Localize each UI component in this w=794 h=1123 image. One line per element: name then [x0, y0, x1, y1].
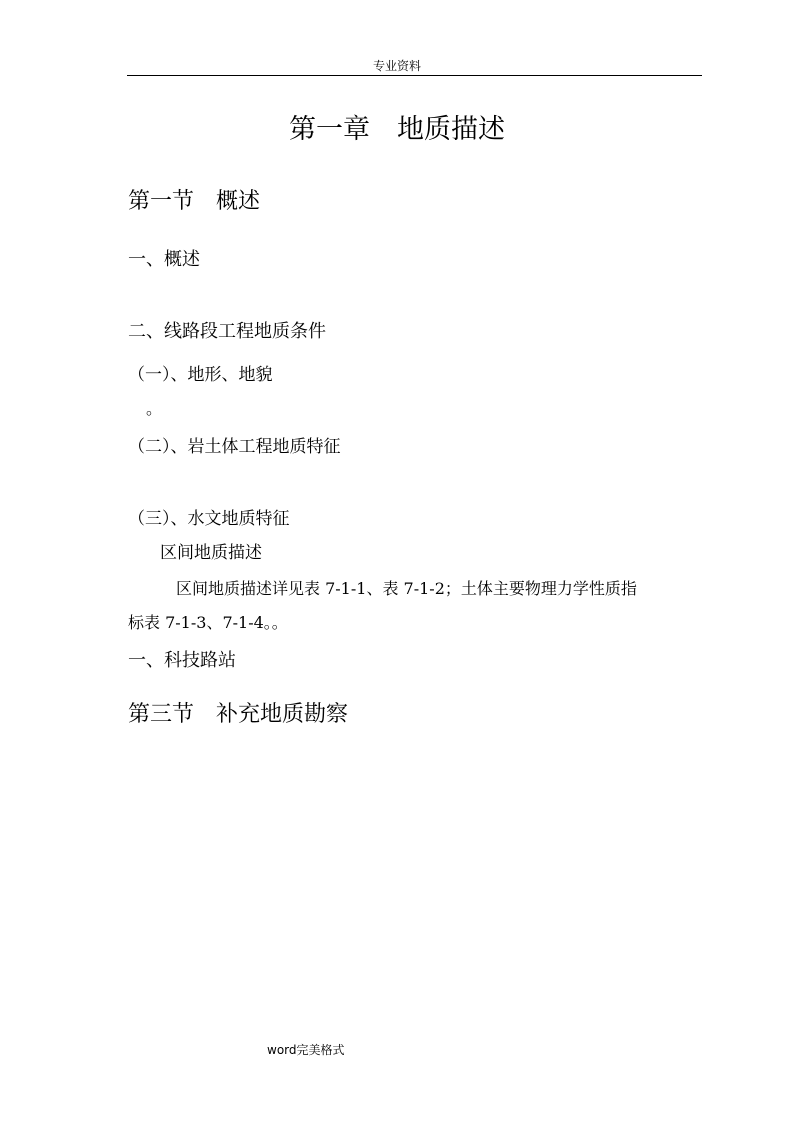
- heading-engineering-conditions: 二、线路段工程地质条件: [128, 321, 326, 342]
- subheading-terrain: （一）、地形、地貌: [128, 365, 273, 385]
- interval-geology-heading: 区间地质描述: [160, 543, 262, 563]
- header-divider: [127, 75, 702, 76]
- section-3-title: 第三节 补充地质勘察: [128, 702, 349, 727]
- subheading-rock-soil: （二）、岩土体工程地质特征: [128, 437, 341, 457]
- section-1-title: 第一节 概述: [128, 189, 261, 214]
- chapter-title: 第一章 地质描述: [289, 114, 505, 145]
- subheading-hydrogeology: （三）、水文地质特征: [128, 509, 290, 529]
- page-header: 专业资料: [372, 59, 421, 73]
- interval-paragraph-line-2: 标表 7-1-3、7-1-4。。: [128, 613, 288, 632]
- heading-keji-road-station: 一、科技路站: [128, 650, 236, 671]
- page-footer: word完美格式: [267, 1043, 345, 1057]
- heading-overview: 一、概述: [128, 249, 200, 270]
- interval-paragraph-line-1: 区间地质描述详见表 7-1-1、表 7-1-2；土体主要物理力学性质指: [176, 579, 637, 598]
- terrain-body: 。: [146, 399, 163, 418]
